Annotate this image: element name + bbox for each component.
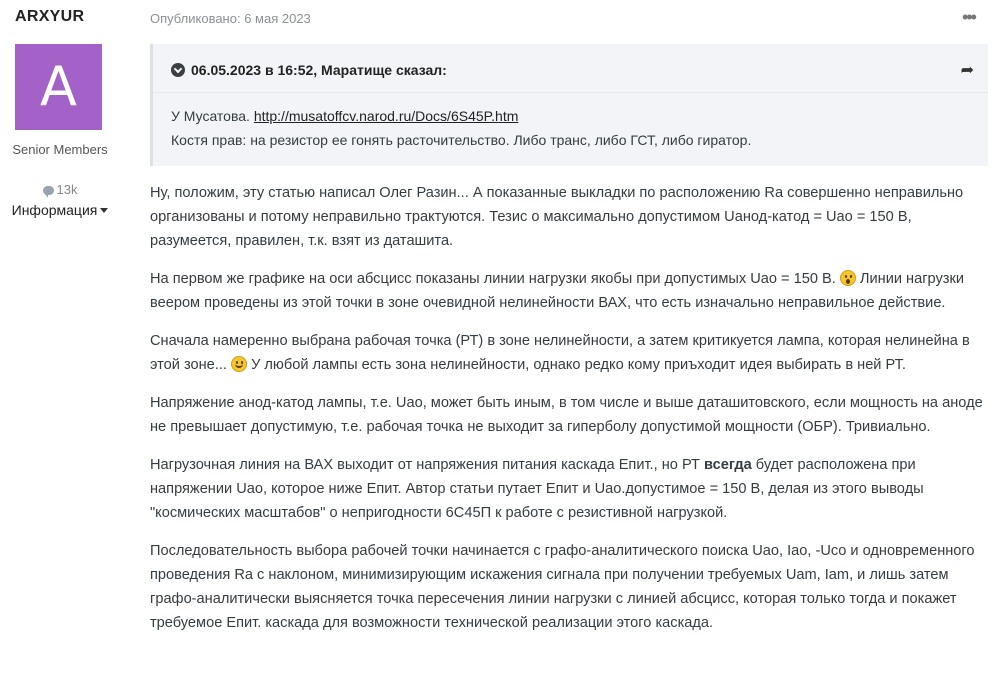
paragraph-5: Нагрузочная линия на ВАХ выходит от напряжения питания каскада Епит., но РТ всегда будет расположена при напряжении Uao, которое ниже Епит. Автор статьи путает Епит и Uao.допустимое = 150 В, делая из этого выводы "космических масштабов" о непригодности 6С45П к работе с резистивной нагрузкой.: [150, 457, 924, 521]
quote-divider: [153, 92, 988, 93]
chevron-down-icon[interactable]: [171, 63, 185, 77]
more-options-icon[interactable]: •••: [962, 7, 975, 27]
post-date: Опубликовано: 6 мая 2023: [150, 11, 311, 26]
quote-line-2: Костя прав: на резистор ее гонять расточительство. Либо транс, либо ГСТ, либо гиратор.: [171, 132, 752, 148]
quote-link[interactable]: http://musatoffcv.narod.ru/Docs/6S45P.htm: [253, 108, 519, 124]
paragraph-6: Последовательность выбора рабочей точки начинается с графо-аналитического поиска Uao, Iao, -Uco и одновременного проведения Ra с наклоном, минимизирующим искажения сигнала при получении требуемых Uam, Iam, и лишь затем графо-аналитически выясняется точка пересечения линии нагрузки с линией абсцисс, которая только тогда и покажет требуемое Епит. каскада для возможности технической реализации этого каскада.: [150, 543, 975, 631]
quote-citation: 06.05.2023 в 16:52, Маратище сказал:: [191, 62, 447, 78]
quote-block: [150, 44, 988, 166]
paragraph-2: На первом же графике на оси абсцисс показаны линии нагрузки якобы при допустимых Uao = 150 В. Линии нагрузки веером проведены из этой точки в зоне очевидной нелинейности ВАХ, что есть изначально неправильное действие.: [150, 271, 965, 311]
paragraph-1: Ну, положим, эту статью написал Олег Разин... А показанные выкладки по расположению Ra совершенно неправильно организованы и потому неправильно трактуются. Тезис о максимально допустимом Uанод-катод = Uao = 150 В, разумеется, правилен, т.к. взят из даташита.: [150, 185, 964, 249]
quote-line-1: [171, 104, 751, 128]
info-label: Информация: [11, 202, 98, 218]
share-icon[interactable]: ➦: [960, 62, 974, 79]
reputation-value: 13k: [56, 182, 78, 197]
avatar[interactable]: A: [15, 44, 102, 130]
paragraph-4: Напряжение анод-катод лампы, т.е. Uao, может быть иным, в том числе и выше даташитовского, если мощность на аноде не превышает допустимую, т.е. рабочая точка не выходит за гиперболу допустимой мощности (ОБР). Тривиально.: [150, 395, 983, 435]
caret-down-icon: [100, 208, 108, 213]
paragraph-3: Сначала намеренно выбрана рабочая точка (РТ) в зоне нелинейности, а затем критикуется лампа, которая нелинейна в этой зоне... У любой лампы есть зона нелинейности, однако редко кому приъходит идея выбирать в ней РТ.: [150, 333, 970, 373]
info-dropdown[interactable]: [0, 202, 120, 218]
post-content: [150, 181, 990, 649]
member-group: Senior Members: [12, 142, 108, 157]
quote-text: У Мусатова.: [171, 108, 254, 124]
reputation-count: [0, 182, 120, 197]
surprised-emoji-icon: [840, 270, 856, 286]
quote-body: [171, 104, 751, 152]
smile-emoji-icon: [231, 356, 247, 372]
author-name[interactable]: ARXYUR: [15, 8, 85, 25]
quote-header[interactable]: [171, 62, 447, 78]
comment-bubble-icon: [43, 186, 54, 195]
